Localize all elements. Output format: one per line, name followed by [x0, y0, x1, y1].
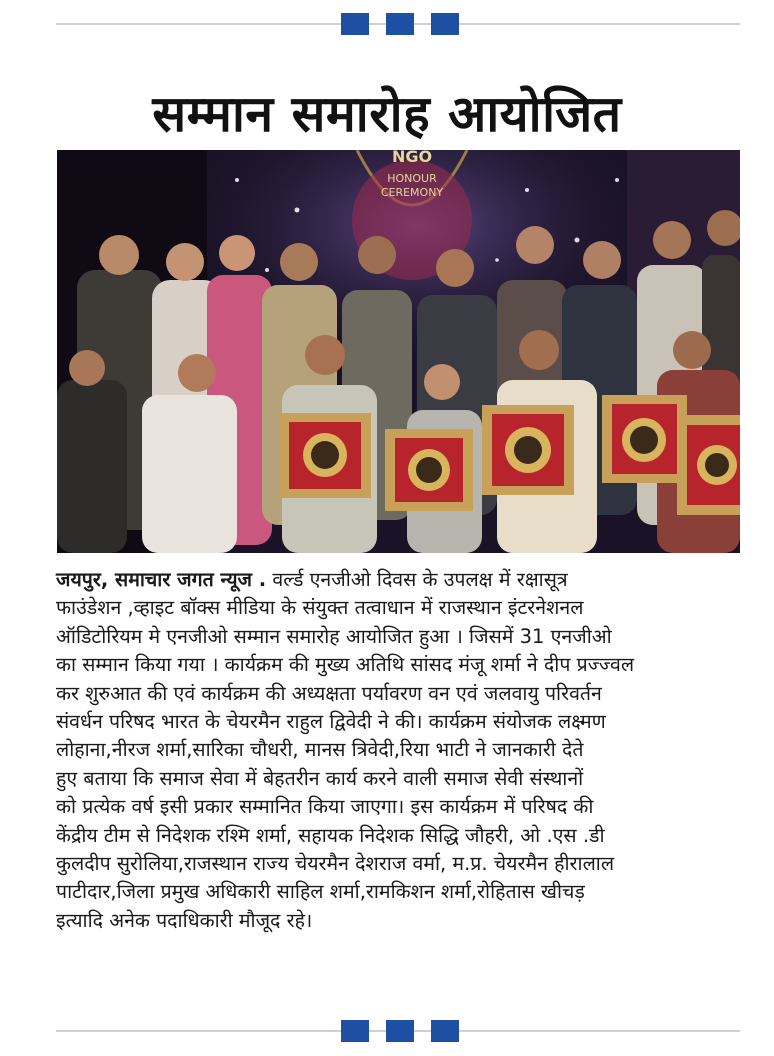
event-photo	[57, 150, 740, 553]
article-line: केंद्रीय टीम से निदेशक रश्मि शर्मा, सहायक निदेशक सिद्धि जौहरी, ओ .एस .डी	[56, 823, 605, 847]
article-text: वर्ल्ड एनजीओ दिवस के उपलक्ष में रक्षासूत्र	[266, 568, 568, 591]
article-line: कुलदीप सुरोलिया,राजस्थान राज्य चेयरमैन देशराज वर्मा, म.प्र. चेयरमैन हीरालाल	[56, 852, 615, 876]
backdrop-text: NGO	[391, 150, 433, 166]
top-divider	[56, 13, 740, 35]
article-line: कर शुरुआत की एवं कार्यक्रम की अध्यक्षता पर्यावरण वन एवं जलवायु परिवर्तन	[56, 681, 602, 705]
divider-square	[341, 13, 369, 35]
article-line: इत्यादि अनेक पदाधिकारी मौजूद रहे।	[56, 908, 313, 932]
divider-square	[386, 13, 414, 35]
article-line: का सम्मान किया गया । कार्यक्रम की मुख्य अतिथि सांसद मंजू शर्मा ने दीप प्रज्ज्वल	[56, 653, 635, 677]
divider-square	[431, 13, 459, 35]
bottom-divider	[56, 1020, 740, 1042]
article-line: फाउंडेशन ,व्हाइट बॉक्स मीडिया के संयुक्त तत्वाधान में राजस्थान इंटरनेशनल	[56, 596, 584, 620]
article-line: ऑडिटोरियम मे एनजीओ सम्मान समारोह आयोजित हुआ । जिसमें 31 एनजीओ	[56, 624, 612, 648]
group-photo-illustration	[57, 150, 740, 553]
backdrop-text: HONOUR	[387, 172, 437, 185]
article-line: पाटीदार,जिला प्रमुख अधिकारी साहिल शर्मा,रामकिशन शर्मा,रोहितास खीचड़	[56, 880, 585, 904]
divider-square	[386, 1020, 414, 1042]
article-line: लोहाना,नीरज शर्मा,सारिका चौधरी, मानस त्रिवेदी,रिया भाटी ने जानकारी देते	[56, 738, 584, 762]
divider-square	[341, 1020, 369, 1042]
article-line: संवर्धन परिषद भारत के चेयरमैन राहुल द्विवेदी ने की। कार्यक्रम संयोजक लक्ष्मण	[56, 710, 606, 734]
backdrop-text: CEREMONY	[380, 186, 444, 199]
divider-square	[431, 1020, 459, 1042]
divider-squares	[341, 13, 459, 35]
article-line: को प्रत्येक वर्ष इसी प्रकार सम्मानित किया जाएगा। इस कार्यक्रम में परिषद की	[56, 795, 594, 819]
headline: सम्मान समारोह आयोजित	[152, 85, 622, 143]
article-line: हुए बताया कि समाज सेवा में बेहतरीन कार्य करने वाली समाज सेवी संस्थानों	[56, 766, 584, 790]
article-line	[56, 566, 746, 594]
dateline: जयपुर, समाचार जगत न्यूज .	[56, 568, 267, 591]
article-body	[56, 566, 746, 935]
divider-squares	[341, 1020, 459, 1042]
